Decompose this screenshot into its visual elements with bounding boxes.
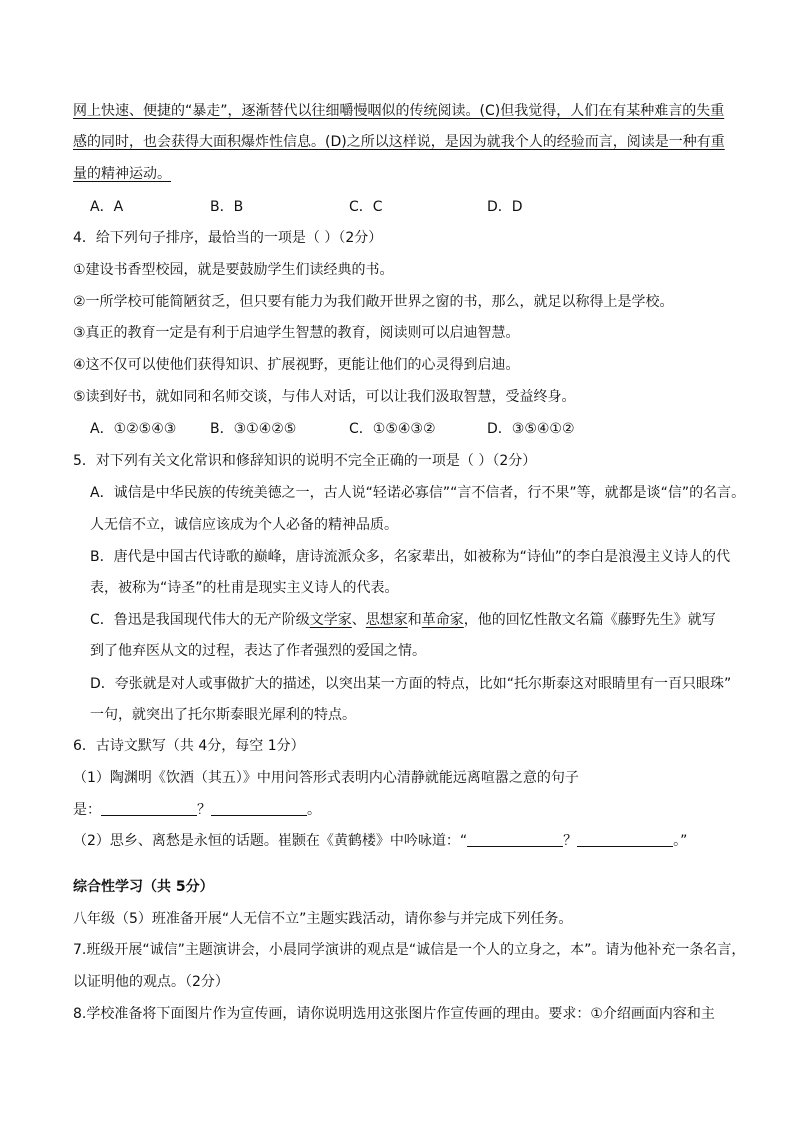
q7-line-1: 7.班级开展“诚信”主题演讲会，小晨同学演讲的观点是“诚信是一个人的立身之，本”。请为他补充一条名言，: [73, 942, 746, 958]
q4-stem: 4．给下列句子排序，最恰当的一项是（ ）（2分）: [73, 230, 383, 246]
q6-blank-3[interactable]: [467, 832, 563, 847]
q5-option-d-line-1: D．夸张就是对人或事做扩大的描述，以突出某一方面的特点，比如“托尔斯泰这对眼睛里有一百只眼珠”: [90, 676, 732, 692]
q5-stem: 5．对下列有关文化常识和修辞知识的说明不完全正确的一项是（ ）（2分）: [73, 453, 537, 469]
q5-c-text: C．鲁迅是我国现代伟大的无产阶级: [90, 612, 310, 628]
q3-option-c: C．C: [349, 199, 383, 215]
section-title: 综合性学习（共 5分）: [73, 879, 214, 895]
q6-stem: 6．古诗文默写（共 4分，每空 1分）: [73, 738, 305, 754]
q6-blank-4[interactable]: [577, 832, 673, 847]
q6-part-1-prefix: 是：: [73, 802, 101, 818]
q5-c-separator: 、: [351, 612, 366, 628]
q5-c-text-end: ，他的回忆性散文名篇《藤野先生》就写: [463, 612, 716, 628]
q4-sentence-4: ④这不仅可以使他们获得知识、扩展视野，更能让他们的心灵得到启迪。: [73, 357, 520, 373]
passage-line-3: 量的精神运动。: [73, 166, 171, 182]
passage-line-1: 网上快速、便捷的“暴走”，逐渐替代以往细嚼慢咽似的传统阅读。(C)但我觉得，人们在有某种难言的失重: [73, 103, 725, 119]
q4-sentence-3: ③真正的教育一定是有利于启迪学生智慧的教育，阅读则可以启迪智慧。: [73, 325, 520, 341]
q6-blank-1[interactable]: [101, 801, 197, 816]
q6-part-1-answer: [73, 800, 321, 820]
q5-option-a-line-1: A．诚信是中华民族的传统美德之一，古人说“轻诺必寡信”“言不信者，行不果”等，就都是谈“信”的名言。: [90, 485, 746, 501]
q8-line-1: 8.学校准备将下面图片作为宣传画，请你说明选用这张图片作宣传画的理由。要求：①介绍画面内容和主: [73, 1006, 715, 1022]
q4-option-d: D．③⑤④①②: [487, 421, 575, 437]
q4-option-c: C．①⑤④③②: [349, 421, 436, 437]
q4-sentence-1: ①建设书香型校园，就是要鼓励学生们读经典的书。: [73, 262, 394, 278]
q4-sentence-2: ②一所学校可能简陋贫乏，但只要有能力为我们敞开世界之窗的书，那么，就足以称得上是学校。: [73, 294, 674, 310]
q5-option-d-line-2: 一句，就突出了托尔斯泰眼光犀利的特点。: [90, 707, 356, 723]
q6-part-2-text: （2）思乡、离愁是永恒的话题。崔颢在《黄鹤楼》中吟咏道：“: [73, 833, 468, 849]
q3-option-a: A．A: [90, 199, 124, 215]
q6-part-1-mark: ？: [197, 802, 211, 818]
q5-option-c-line-1: [90, 610, 716, 630]
q5-option-b-line-1: B．唐代是中国古代诗歌的巅峰，唐诗流派众多，名家辈出，如被称为“诗仙”的李白是浪漫主义诗人的代: [90, 549, 731, 565]
q6-blank-2[interactable]: [211, 801, 307, 816]
q6-part-1: （1）陶渊明《饮酒（其五）》中用问答形式表明内心清静就能远离喧嚣之意的句子: [73, 770, 579, 786]
passage-line-2: 感的同时，也会获得大面积爆炸性信息。(D)之所以这样说，是因为就我个人的经验而言，阅读是一种有重: [73, 134, 725, 150]
q4-option-b: B．③①④②⑤: [210, 421, 297, 437]
q3-option-d: D．D: [487, 199, 523, 215]
q6-part-2-mark: ？: [563, 833, 578, 849]
q7-line-2: 以证明他的观点。（2分）: [73, 974, 229, 990]
q6-part-2: [73, 831, 687, 851]
q5-c-conjunction: 和: [407, 612, 422, 628]
q5-c-term-revolutionary: 革命家: [421, 612, 464, 628]
q5-c-term-writer: 文学家: [309, 612, 352, 628]
q3-option-b: B．B: [210, 199, 244, 215]
section-intro: 八年级（5）班准备开展“人无信不立”主题实践活动，请你参与并完成下列任务。: [73, 911, 573, 927]
q4-sentence-5: ⑤读到好书，就如同和名师交谈，与伟人对话，可以让我们汲取智慧，受益终身。: [73, 389, 576, 405]
q6-part-2-end: 。”: [673, 833, 688, 849]
q4-option-a: A．①②⑤④③: [90, 421, 177, 437]
q6-part-1-end: 。: [307, 802, 321, 818]
q5-option-c-line-2: 到了他弃医从文的过程，表达了作者强烈的爱国之情。: [90, 643, 426, 659]
q5-option-a-line-2: 人无信不立，诚信应该成为个人必备的精神品质。: [90, 517, 398, 533]
q5-c-term-thinker: 思想家: [365, 612, 408, 628]
q5-option-b-line-2: 表，被称为“诗圣”的杜甫是现实主义诗人的代表。: [90, 580, 399, 596]
